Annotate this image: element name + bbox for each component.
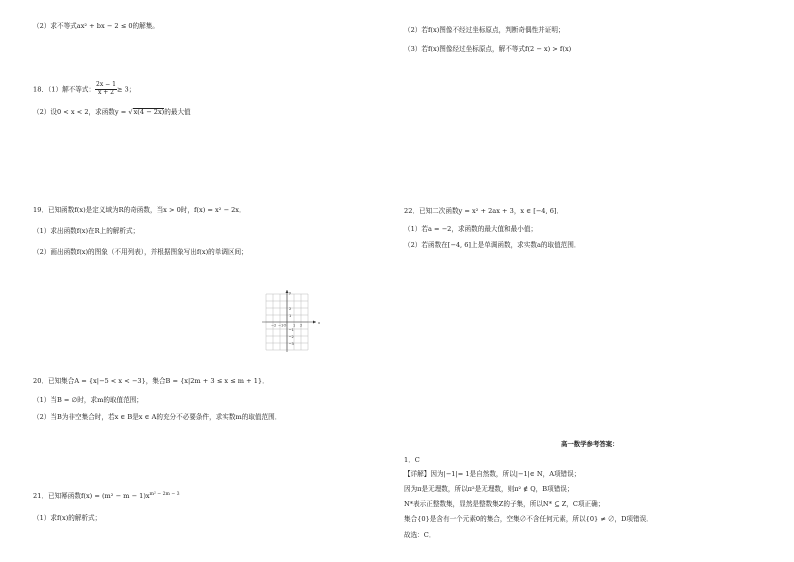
q18-part2: （2）设0 < x < 2，求函数y = √x(4 − 2x)的最大值 <box>33 108 191 116</box>
q19-part2: （2）画出函数f(x)的图象（不用列表），并根据图象写出f(x)的单调区间； <box>33 248 248 256</box>
x-axis-label: x <box>318 321 321 325</box>
x-tick-label: 1 <box>293 323 296 328</box>
q18-part1-suffix: ≥ 3； <box>116 85 136 94</box>
coordinate-grid-figure <box>262 290 324 354</box>
q21-part2: （2）若f(x)图像不经过坐标原点，判断奇偶性并证明； <box>404 26 565 34</box>
answer-explanation-line: N*表示正整数集，显然是整数集Z的子集，所以N* ⊆ Z，C项正确； <box>404 500 605 508</box>
x-tick-label: −1 <box>278 323 284 328</box>
q18-fraction-denominator: x + 2 <box>97 88 114 96</box>
q20-part2: （2）当B为非空集合时，若x ∈ B是x ∈ A的充分不必要条件，求实数m的取值范围． <box>33 413 282 421</box>
q20-part1: （1）当B = ∅时，求m的取值范围； <box>33 396 143 404</box>
q22-stem: 22．已知二次函数y = x² + 2ax + 3，x ∈ [−4, 6]． <box>404 207 564 215</box>
q18-fraction <box>95 82 117 97</box>
q18-fraction-numerator: 2x − 1 <box>96 81 116 88</box>
x-tick-label: −2 <box>271 323 277 328</box>
x-tick-label: 2 <box>300 323 303 328</box>
y-tick-label: −3 <box>288 342 294 346</box>
q18-part1 <box>33 82 135 97</box>
q21-stem-text: 21．已知幂函数f(x) = (m² − m − 1)x <box>33 492 150 500</box>
y-tick-label: 1 <box>289 314 292 318</box>
q21-exponent: m² − 2m − 3 <box>149 492 180 497</box>
y-tick-label: −1 <box>288 328 294 332</box>
answer-explanation-line: 【详解】因为|−1|= 1是自然数，所以|−1|∈ N，A项错误； <box>404 470 581 478</box>
y-axis-label: y <box>289 291 292 295</box>
y-tick-label: 2 <box>289 307 292 311</box>
answer-explanation-line: 因为π是无理数，所以π²是无理数，则π² ∉ Q，B项错误； <box>404 485 574 493</box>
answer-key-title: 高一数学参考答案： <box>561 440 619 448</box>
q19-part1: （1）求出函数f(x)在R上的解析式； <box>33 227 140 235</box>
q21-stem <box>33 492 180 501</box>
q18-part2-prefix: （2）设0 < x < 2，求函数y = <box>33 108 127 116</box>
q22-part2: （2）若函数在[−4, 6]上是单调函数，求实数a的取值范围． <box>404 241 581 249</box>
y-tick-label: −2 <box>288 335 294 339</box>
q21-part3: （3）若f(x)图像经过坐标原点，解不等式f(2 − x) > f(x) <box>404 45 572 53</box>
origin-label: O <box>283 323 287 328</box>
answer-conclusion: 故选：C． <box>404 531 436 539</box>
q18-part2-suffix: 的最大值 <box>164 108 191 116</box>
x-axis-arrow-icon <box>313 321 316 324</box>
q19-stem: 19．已知函数f(x)是定义域为R的奇函数，当x > 0时，f(x) = x² − 2x． <box>33 206 246 214</box>
answer-explanation-line: 集合{0}是含有一个元素0的集合，空集∅不含任何元素，所以{0} ≠ ∅，D项错误． <box>404 515 653 523</box>
q21-part1: （1）求f(x)的解析式； <box>33 514 102 522</box>
answer-1: 1．C <box>404 456 420 464</box>
q18-part1-prefix: 18．（1）解不等式： <box>33 85 96 94</box>
q18-radicand: x(4 − 2x) <box>133 108 165 116</box>
q17-part2: （2）求不等式ax² + bx − 2 ≤ 0的解集。 <box>33 22 159 30</box>
q22-part1: （1）若a = −2，求函数的最大值和最小值； <box>404 225 538 233</box>
q20-stem: 20．已知集合A = {x|−5 < x < −3}，集合B = {x|2m + 3 ≤ x ≤ m + 1}． <box>33 377 269 385</box>
